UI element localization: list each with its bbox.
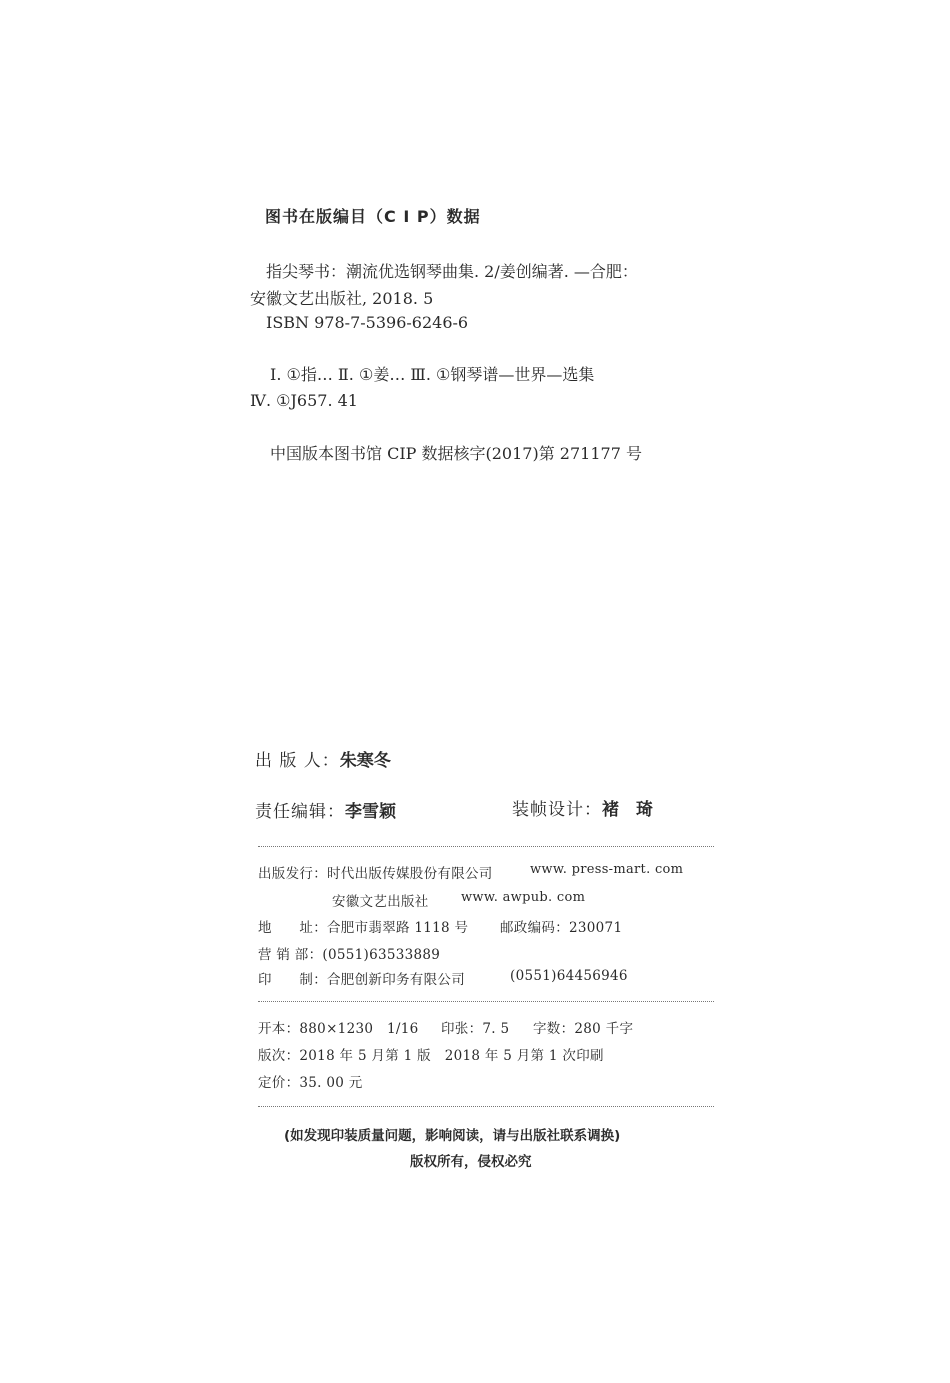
cip-classification-line-2: Ⅳ. ①J657. 41 (250, 391, 358, 410)
address-row (258, 916, 468, 936)
publisher-label: 出 版 人： (255, 751, 340, 771)
words-label: 字数： (533, 1021, 575, 1037)
marketing-label: 营 销 部： (258, 947, 323, 963)
editor-name: 李雪颖 (345, 802, 396, 822)
cip-data-number: 中国版本图书馆 CIP 数据核字(2017)第 271177 号 (270, 444, 642, 463)
price-value: 35. 00 元 (299, 1075, 363, 1091)
cip-title: 图书在版编目（C I P）数据 (265, 207, 481, 226)
sheets-value: 7. 5 (482, 1021, 510, 1037)
format-value: 880×1230 1/16 (299, 1021, 419, 1037)
edition-value: 2018 年 5 月第 1 版 2018 年 5 月第 1 次印刷 (299, 1048, 604, 1064)
edition-row (258, 1044, 604, 1064)
marketing-phone: (0551)63533889 (322, 947, 441, 963)
design-label: 装帧设计： (512, 800, 602, 820)
printing-label: 印 制： (258, 972, 327, 988)
distributor-1: 时代出版传媒股份有限公司 (327, 866, 493, 882)
price-label: 定价： (258, 1075, 300, 1091)
postcode-row (500, 916, 622, 936)
editor-row (255, 797, 396, 822)
words-value: 280 千字 (574, 1021, 634, 1037)
cip-bibliographic-line-1: 指尖琴书：潮流优选钢琴曲集. 2/姜创编著. —合肥： (266, 262, 638, 281)
copyright-notice: 版权所有，侵权必究 (410, 1154, 532, 1170)
distributor-2-url: www. awpub. com (461, 890, 586, 905)
words-row (533, 1017, 633, 1037)
divider-2 (258, 1001, 714, 1002)
distribution-label: 出版发行： (258, 866, 327, 882)
marketing-row (258, 943, 440, 963)
cip-classification-line-1: Ⅰ. ①指… Ⅱ. ①姜… Ⅲ. ①钢琴谱—世界—选集 (270, 365, 595, 384)
address-label: 地 址： (258, 920, 327, 936)
format-label: 开本： (258, 1021, 300, 1037)
design-name: 褚 琦 (602, 800, 653, 820)
printer-name: 合肥创新印务有限公司 (327, 972, 465, 988)
address-value: 合肥市翡翠路 1118 号 (327, 920, 469, 936)
price-row (258, 1071, 363, 1091)
sheets-row (441, 1017, 509, 1037)
sheets-label: 印张： (441, 1021, 483, 1037)
edition-label: 版次： (258, 1048, 300, 1064)
postcode-label: 邮政编码： (500, 920, 569, 936)
cip-bibliographic-line-2: 安徽文艺出版社, 2018. 5 (250, 289, 434, 308)
quality-notice: (如发现印装质量问题，影响阅读，请与出版社联系调换) (284, 1128, 621, 1144)
design-row (512, 795, 653, 820)
printer-phone: (0551)64456946 (510, 968, 628, 984)
editor-label: 责任编辑： (255, 802, 345, 822)
distribution-row-1 (258, 862, 493, 882)
distributor-1-url: www. press-mart. com (530, 862, 684, 877)
distributor-2: 安徽文艺出版社 (332, 894, 429, 910)
format-row (258, 1017, 419, 1037)
divider-3 (258, 1106, 714, 1107)
divider-1 (258, 846, 714, 847)
printing-row (258, 968, 465, 988)
publisher-name: 朱寒冬 (339, 751, 391, 771)
cip-isbn: ISBN 978-7-5396-6246-6 (266, 313, 469, 332)
publisher-row (255, 746, 391, 771)
postcode-value: 230071 (569, 920, 623, 936)
